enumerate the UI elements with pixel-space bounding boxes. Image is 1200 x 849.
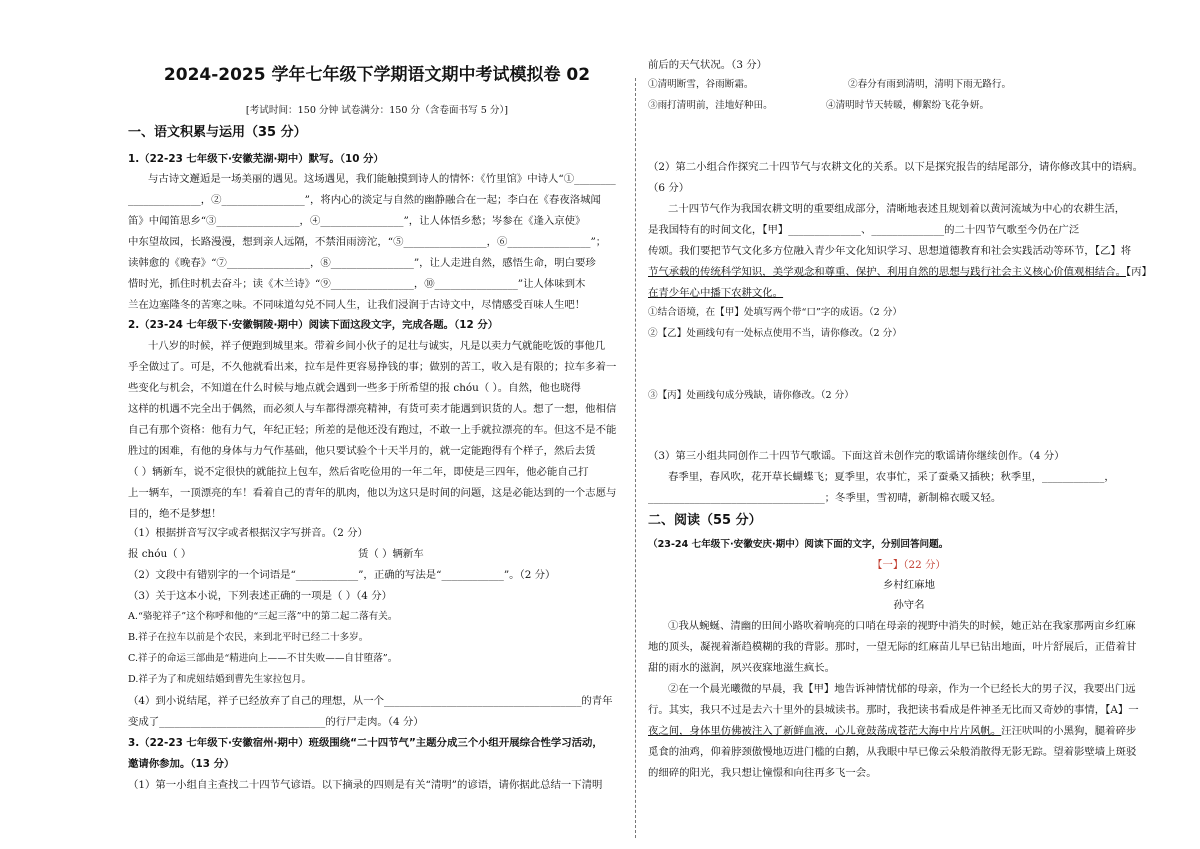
story-line: 行。其实，我只不过是去六十里外的县城读书。那时，我把读书看成是件神圣无比而又奇妙的事情，【A】一 xyxy=(648,704,1139,716)
q1-line: ______________，②________________”，将内心的淡定与自然的幽静融合在一起；李白在《春夜洛城闻 xyxy=(128,194,601,206)
q3-sub2: （2）第二小组合作探究二十四节气与农耕文化的关系。以下是探究报告的结尾部分，请你修改其中的语病。 xyxy=(648,161,1143,173)
report-line: 二十四节气作为我国农耕文明的重要组成部分，清晰地表述且规划着以黄河流域为中心的农耕生活， xyxy=(668,203,1126,215)
story-line-tail: 汪汪吠叫的小黑狗，腿着碎步 xyxy=(1001,725,1137,737)
underlined-sentence-bing: 在青少年心中播下农耕文化。 xyxy=(648,287,784,299)
story-line: ①我从蜿蜒、清幽的田间小路吹着响亮的口哨在母亲的视野中消失的时候，她正站在我家那两亩乡红麻 xyxy=(668,620,1136,632)
song-line[interactable]: __________________________________；冬季里，雪初晴，新制棉衣暖又轻。 xyxy=(648,492,1002,504)
q2-sub1: （1）根据拼音写汉字或者根据汉字写拼音。（2 分） xyxy=(128,527,368,539)
proverb: ②春分有雨到清明，清明下雨无路行。 xyxy=(848,79,1012,90)
q2-sub2[interactable]: （2）文段中有错别字的一个词语是“____________”，正确的写法是“____________”。（2 分） xyxy=(128,569,556,581)
section-heading-2: 二、阅读（55 分） xyxy=(648,513,762,528)
mark-bing: 【丙】 xyxy=(1125,266,1152,278)
story-line xyxy=(648,724,1136,738)
q2-sub4-line[interactable]: 变成了________________________________的行尸走肉。（4 分） xyxy=(128,716,424,728)
proverb: ④清明时节天转暖，柳絮纷飞花争妍。 xyxy=(826,100,990,111)
q2-sub4-line[interactable]: （4）到小说结尾，祥子已经放弃了自己的理想，从一个______________________________________的青年 xyxy=(128,695,613,707)
story-title: 乡村红麻地 xyxy=(883,579,935,591)
q2-passage-line: 上一辆车，一顶漂亮的车！看着自己的青年的肌肉，他以为这只是时间的问题，这是必能达到的一个志愿与 xyxy=(128,487,617,499)
part-label: 【一】（22 分） xyxy=(872,559,946,571)
q1-line: 惜时光，抓住时机去奋斗；读《木兰诗》“⑨________________，⑩________________”让人体味到木 xyxy=(128,278,586,290)
q2-passage-line: 这样的机遇不完全出于偶然，而必须人与车都得漂亮精神，有货可卖才能遇到识货的人。想了一想，他相信 xyxy=(128,403,617,415)
report-line: 传颂。我们要把节气文化多方位融入青少年文化知识学习、思想道德教育和社会实践活动等环节，【乙】将 xyxy=(648,245,1132,257)
q2-heading: 2.（23-24 七年级下·安徽铜陵·期中）阅读下面这段文字，完成各题。（12 分） xyxy=(128,319,499,331)
story-line: 的细碎的阳光，我只想让憧憬和向往再多飞一会。 xyxy=(648,767,877,779)
exam-title: 2024-2025 学年七年级下学期语文期中考试模拟卷 02 xyxy=(163,65,591,85)
q2-sub1-answer-b[interactable]: 赁（ ）辆新车 xyxy=(358,548,424,560)
q1-line: 兰在边塞隆冬的苦寒之味。不同味道勾兑不同人生，让我们浸润于古诗文中，尽情感受百味人生吧！ xyxy=(128,299,586,311)
exam-info: [考试时间：150 分钟 试卷满分：150 分（含卷面书写 5 分）] xyxy=(245,105,509,116)
underlined-sentence-yi: 节气承载的传统科学知识，美学观念和尊重、保护、利用自然的思想与践行社会主义核心价值观相结合。 xyxy=(648,266,1126,278)
q2-passage-line: 些变化与机会，不知道在什么时候与地点就会遇到一些多于所希望的报 chóu（ ）。自然，他也晓得 xyxy=(128,382,581,394)
q2-passage-line: 乎全做过了。可是，不久他就看出来，拉车是件更容易挣钱的事；做别的苦工，收入是有限的；拉车多着一 xyxy=(128,361,617,373)
q1-heading: 1.（22-23 七年级下·安徽芜湖·期中）默写。（10 分） xyxy=(128,153,384,165)
q1-line: 笛》中闻笛思乡“③________________，④________________”，让人体悟乡愁；岑参在《逢入京使》 xyxy=(128,215,586,227)
q3-sub2-question: ①结合语境，在【甲】处填写两个带“口”字的成语。（2 分） xyxy=(648,307,903,318)
q1-line: 与古诗文邂逅是一场美丽的遇见。这场遇见，我们能触摸到诗人的情怀：《竹里馆》中诗人“①________ xyxy=(148,173,616,185)
q3-sub2-question: ③【丙】处画线句成分残缺，请你修改。（2 分） xyxy=(648,390,854,401)
reading-heading: （23-24 七年级下·安徽安庆·期中）阅读下面的文字，分别回答问题。 xyxy=(648,539,949,550)
story-line: ②在一个晨光曦微的早晨，我【甲】地告诉神情忧郁的母亲，作为一个已经长大的男子汉，我要出门远 xyxy=(668,683,1136,695)
proverb: ③雨打清明前，洼地好种田。 xyxy=(648,100,773,111)
column-divider xyxy=(635,78,636,838)
q2-option-a[interactable]: A.“骆驼祥子”这个称呼和他的“三起三落”中的第二起二落有关。 xyxy=(128,611,398,622)
q2-option-d[interactable]: D.祥子为了和虎妞结婚到曹先生家拉包月。 xyxy=(128,674,312,685)
q1-line: 读韩愈的《晚春》“⑦________________，⑧________________”，让人走进自然，感悟生命，明白要珍 xyxy=(128,257,596,269)
q3-sub1: （1）第一小组自主查找二十四节气谚语。以下摘录的四则是有关“清明”的谚语，请你据此总结一下清明 xyxy=(128,779,603,791)
story-author: 孙守名 xyxy=(893,599,925,611)
q2-passage-line: 自己有那个资格：他有力气，年纪正轻；所差的是他还没有跑过，不敢一上手就拉漂亮的车。但这不是不能 xyxy=(128,424,617,436)
q1-line: 中东望故园，长路漫漫，想到亲人远隔，不禁泪雨滂沱，“⑤________________，⑥________________”； xyxy=(128,236,607,248)
q2-option-b[interactable]: B.祥子在拉车以前是个农民，来到北平时已经二十多岁。 xyxy=(128,632,369,643)
q3-sub2-question: ②【乙】处画线句有一处标点使用不当，请你修改。（2 分） xyxy=(648,328,902,339)
story-line: 觅食的油鸡，仰着脖颈傲慢地迈进门槛的白鹅，从我眼中早已像云朵般消散得无影无踪。望着影壁墙上斑驳 xyxy=(648,746,1137,758)
section-heading-1: 一、语文积累与运用（35 分） xyxy=(128,125,307,140)
story-line: 甜的雨水的滋润，夙兴夜寐地滋生疯长。 xyxy=(648,662,836,674)
q3-sub1-cont: 前后的天气状况。（3 分） xyxy=(648,59,768,71)
q2-passage-line: （ ）辆新车，说不定很快的就能拉上包车，然后省吃俭用的一年二年，即使是三四年，他必能自己打 xyxy=(128,466,589,478)
story-line: 地的顶头，凝视着渐趋模糊的我的背影。那时，一望无际的红麻苗儿早已钻出地面，叶片舒展后，正借着甘 xyxy=(648,641,1137,653)
q2-passage-line: 胜过的困难，有他的身体与力气作基础，他只要试验个十天半月的，就一定能跑得有个样子，然后去赁 xyxy=(128,445,596,457)
q2-passage-line: 十八岁的时候，祥子便跑到城里来。带着乡间小伙子的足壮与诚实，凡是以卖力气就能吃饭的事他几 xyxy=(148,340,606,352)
proverb: ①清明断雪，谷雨断霜。 xyxy=(648,79,754,90)
q2-option-c[interactable]: C.祥子的命运三部曲是“精进向上——不甘失败——自甘堕落”。 xyxy=(128,653,398,664)
q3-sub3: （3）第三小组共同创作二十四节气歌谣。下面这首未创作完的歌谣请你继续创作。（4 分） xyxy=(648,450,1065,462)
q2-sub3: （3）关于这本小说，下列表述正确的一项是（ ）（4 分） xyxy=(128,590,392,602)
q2-sub1-answer-a[interactable]: 报 chóu（ ） xyxy=(128,548,192,560)
q3-sub2: （6 分） xyxy=(648,182,690,194)
q2-passage-line: 目的，绝不是梦想！ xyxy=(128,508,222,520)
report-line xyxy=(648,286,783,300)
report-line xyxy=(648,265,1152,279)
report-line[interactable]: 是我国特有的时间文化，【甲】______________、______________的二十四节气歌至今仍在广泛 xyxy=(648,224,1080,236)
q3-heading: 3.（22-23 七年级下·安徽宿州·期中）班级围绕“二十四节气”主题分成三个小组开展综合性学习活动， xyxy=(128,737,603,749)
song-line[interactable]: 春季里，春风吹，花开草长蝴蝶飞；夏季里，农事忙，采了蚕桑又插秧；秋季里，____________， xyxy=(668,471,1115,483)
underlined-sentence-a: 夜之间，身体里仿佛被注入了新鲜血液，心儿竟鼓荡成苍茫大海中片片风帆。 xyxy=(648,725,1002,737)
q3-heading: 邀请你参加。（13 分） xyxy=(128,758,235,770)
